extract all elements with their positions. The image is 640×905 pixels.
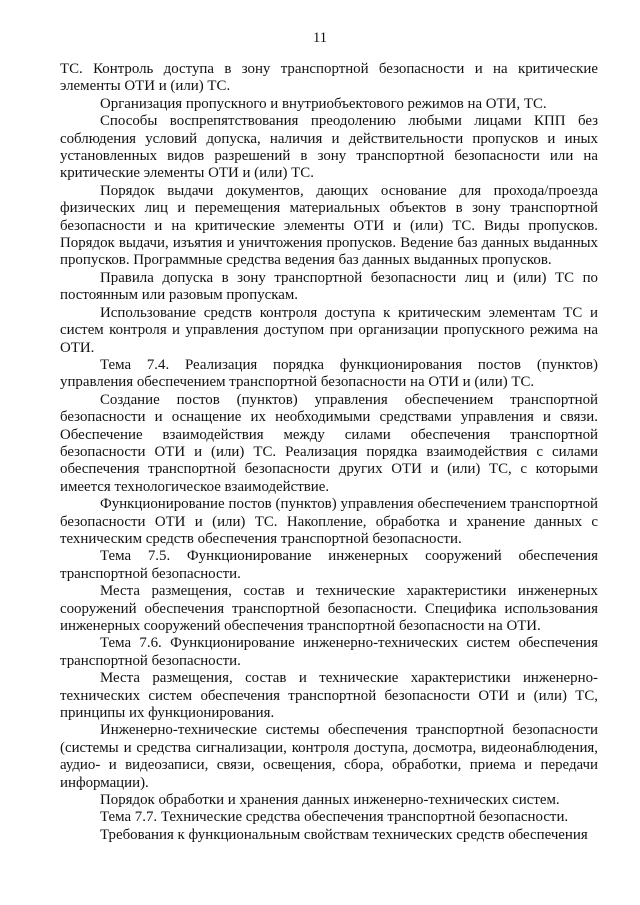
paragraph-17: Требования к функциональным свойствам технических средств обеспечения	[100, 826, 588, 843]
section-heading-7-5: Тема 7.5. Функционирование инженерных сооружений обеспечения транспортной безопасности.	[60, 548, 598, 582]
paragraph-5: Правила допуска в зону транспортной безопасности лиц и (или) ТС по постоянным или разовым пропускам.	[60, 269, 598, 304]
paragraph-2: Организация пропускного и внутриобъектового режимов на ОТИ, ТС.	[100, 95, 547, 112]
page-number: 11	[313, 30, 327, 46]
paragraph-1: ТС. Контроль доступа в зону транспортной безопасности и на критические элементы ОТИ и (или) ТС.	[60, 61, 598, 95]
document-body	[60, 61, 598, 844]
section-heading-7-4: Тема 7.4. Реализация порядка функционирования постов (пунктов) управления обеспечением транспортной безопасности на ОТИ и (или) ТС.	[60, 356, 598, 391]
paragraph-8: Создание постов (пунктов) управления обеспечением транспортной безопасности и оснащение их необходимыми средствами управления и связи. Обеспечение взаимодействия между силами обеспечения транспортной безопасности ОТИ и (или) ТС. Реализация порядка взаимодействия с силами обеспечения транспортной безопасности других ОТИ и (или) ТС, с которыми имеется технологическое взаимодействие.	[60, 391, 598, 495]
paragraph-6: Использование средств контроля доступа к критическим элементам ТС и систем контроля и управления доступом при организации пропускного режима на ОТИ.	[60, 304, 598, 356]
paragraph-3: Способы воспрепятствования преодолению любыми лицами КПП без соблюдения условий допуска, наличия и действительности пропусков и иных установленных видов разрешений в зону транспортной безопасности или на критические элементы ОТИ и (или) ТС.	[60, 113, 598, 182]
paragraph-14: Инженерно-технические системы обеспечения транспортной безопасности (системы и средства сигнализации, контроля доступа, досмотра, видеонаблюдения, аудио- и видеозаписи, связи, освещения, сбора, обработки, приема и передачи информации).	[60, 722, 598, 791]
paragraph-9: Функционирование постов (пунктов) управления обеспечением транспортной безопасности ОТИ и (или) ТС. Накопление, обработка и хранение данных с техническим средств обеспечения транспортной безопасности.	[60, 496, 598, 547]
paragraph-13: Места размещения, состав и технические характеристики инженерно-технических систем обеспечения транспортной безопасности ОТИ и (или) ТС, принципы их функционирования.	[60, 670, 598, 722]
paragraph-11: Места размещения, состав и технические характеристики инженерных сооружений обеспечения транспортной безопасности. Специфика использования инженерных сооружений обеспечения транспортной безопасности на ОТИ.	[60, 583, 598, 634]
paragraph-15: Порядок обработки и хранения данных инженерно-технических систем.	[100, 792, 560, 809]
section-heading-7-7: Тема 7.7. Технические средства обеспечения транспортной безопасности.	[100, 809, 569, 826]
paragraph-4: Порядок выдачи документов, дающих основание для прохода/проезда физических лиц и перемещения материальных объектов в зону транспортной безопасности и на критические элементы ОТИ и (или) ТС. Виды пропусков. Порядок выдачи, изъятия и уничтожения пропусков. Ведение баз данных выданных пропусков. Программные средства ведения баз данных выданных пропусков.	[60, 182, 598, 269]
section-heading-7-6: Тема 7.6. Функционирование инженерно-технических систем обеспечения транспортной безопасности.	[60, 635, 598, 669]
